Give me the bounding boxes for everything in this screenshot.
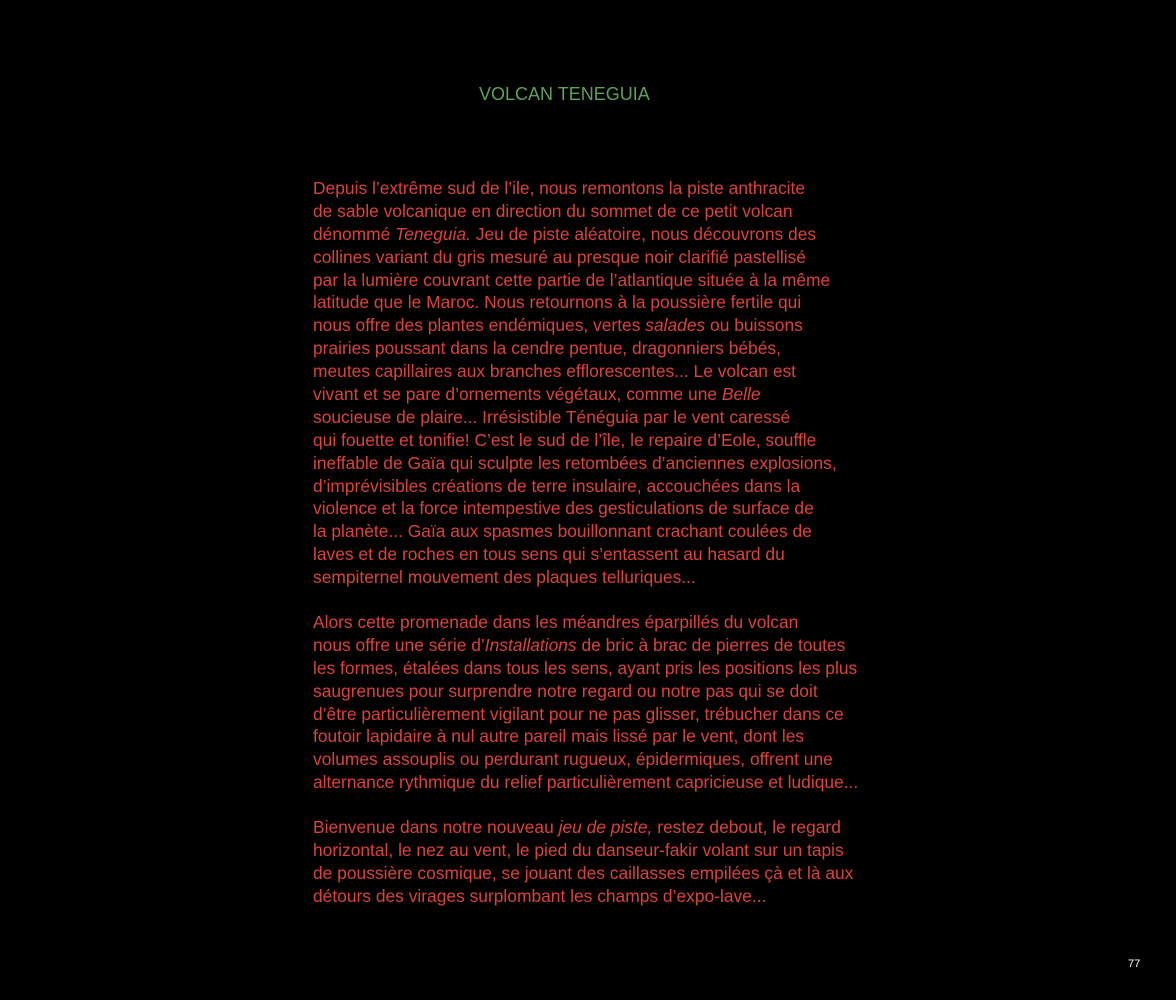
text-segment: ineffable de Gaïa qui sculpte les retombées d’anciennes explosions, [313,452,837,473]
text-segment: vivant et se pare d’ornements végétaux, comme une [313,384,722,405]
text-line [313,497,933,520]
text-line [313,360,933,383]
text-line [313,748,933,771]
text-segment: horizontal, le nez au vent, le pied du danseur-fakir volant sur un tapis [313,840,844,861]
text-segment: Alors cette promenade dans les méandres éparpillés du volcan [313,612,799,633]
text-line [313,543,933,566]
text-line [313,383,933,406]
text-line [313,634,933,657]
italic-text-segment: Installations [484,634,577,655]
text-line [313,269,933,292]
text-segment: prairies poussant dans la cendre pentue, dragonniers bébés, [313,338,781,359]
italic-text-segment: salades [645,315,706,336]
page-number: 77 [1128,958,1141,970]
text-line [313,611,933,634]
text-segment: Bienvenue dans notre nouveau [313,817,559,838]
italic-text-segment: Belle [721,384,761,405]
text-line [313,520,933,543]
paragraph-2 [313,611,933,794]
text-segment: violence et la force intempestive des gesticulations de surface de [313,498,814,519]
text-segment: alternance rythmique du relief particulièrement capricieuse et ludique... [313,772,859,793]
text-line [313,246,933,269]
text-segment: collines variant du gris mesuré au presque noir clarifié pastellisé [313,246,806,267]
text-line [313,862,933,885]
text-segment: d’imprévisibles créations de terre insulaire, accouchées dans la [313,475,801,496]
text-line [313,657,933,680]
text-line [313,223,933,246]
text-line [313,771,933,794]
text-segment: qui fouette et tonifie! C’est le sud de l’île, le repaire d’Eole, souffle [313,429,817,450]
text-line [313,680,933,703]
text-line [313,816,933,839]
text-line [313,885,933,908]
text-line [313,429,933,452]
text-line [313,177,933,200]
text-segment: nous offre des plantes endémiques, vertes [313,315,646,336]
text-line [313,200,933,223]
text-line [313,566,933,589]
paragraph-3 [313,816,933,908]
text-line [313,337,933,360]
text-segment: par la lumière couvrant cette partie de l’atlantique située à la même [313,269,831,290]
text-segment: de poussière cosmique, se jouant des caillasses empilées çà et là aux [313,862,854,883]
text-line [313,839,933,862]
text-segment: Depuis l’extrême sud de l’ile, nous remontons la piste anthracite [313,178,806,198]
text-line [313,314,933,337]
page-title: VOLCAN TENEGUIA [479,84,650,104]
text-segment: meutes capillaires aux branches efflorescentes... Le volcan est [313,361,797,382]
text-segment: volumes assouplis ou perdurant rugueux, épidermiques, offrent une [313,749,833,770]
text-segment: d’être particulièrement vigilant pour ne pas glisser, trébucher dans ce [313,703,844,724]
text-segment: Jeu de piste aléatoire, nous découvrons des [470,223,817,244]
text-segment: laves et de roches en tous sens qui s’entassent au hasard du [313,544,785,565]
text-segment: saugrenues pour surprendre notre regard ou notre pas qui se doit [313,680,818,701]
text-line [313,703,933,726]
text-line [313,452,933,475]
text-segment: ou buissons [705,315,803,336]
text-segment: dénommé [313,223,396,244]
text-segment: nous offre une série d’ [313,634,485,655]
text-line [313,725,933,748]
text-segment: de sable volcanique en direction du sommet de ce petit volcan [313,200,793,221]
italic-text-segment: jeu de piste, [558,817,653,838]
text-segment: de bric à brac de pierres de toutes [576,634,846,655]
text-segment: détours des virages surplombant les champs d’expo-lave... [313,885,767,906]
text-segment: latitude que le Maroc. Nous retournons à la poussière fertile qui [313,292,802,313]
italic-text-segment: Teneguia. [395,223,471,244]
body-text [313,177,933,930]
text-segment: restez debout, le regard [652,817,841,838]
text-line [313,291,933,314]
text-segment: la planète... Gaïa aux spasmes bouillonnant crachant coulées de [313,521,812,542]
text-line [313,475,933,498]
paragraph-1 [313,177,933,589]
text-line [313,406,933,429]
text-segment: les formes, étalées dans tous les sens, ayant pris les positions les plus [313,657,858,678]
text-segment: sempiternel mouvement des plaques telluriques... [313,567,696,588]
text-segment: foutoir lapidaire à nul autre pareil mais lissé par le vent, dont les [313,726,805,747]
text-segment: soucieuse de plaire... Irrésistible Ténéguia par le vent caressé [313,406,791,427]
